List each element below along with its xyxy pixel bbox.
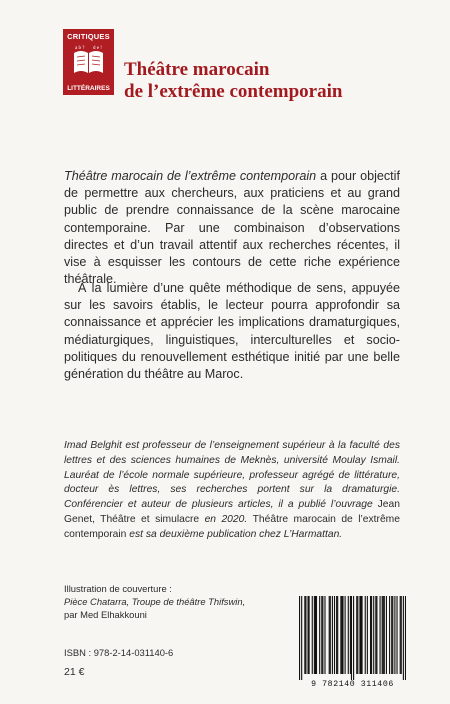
summary-text-2: À la lumière d’une quête méthodique de sens, appuyée sur les savoirs établis, le lecteur pourra approfondir sa connaissance et apprécier les implications dramaturgiques, médiaturgiques, linguistiques, interculturelles et socio-politiques du renouvellement esthétique initié par une belle génération du théâtre au Maroc. bbox=[64, 281, 400, 382]
price: 21 € bbox=[64, 666, 85, 678]
barcode-bar bbox=[365, 596, 366, 674]
barcode-bar bbox=[337, 596, 338, 674]
barcode-bar bbox=[345, 596, 346, 674]
bio-part-2: en 2020. bbox=[199, 513, 253, 525]
barcode-bar bbox=[403, 596, 404, 680]
barcode-bar bbox=[382, 596, 383, 674]
bio-work-2: Théâtre marocain de l’extrême contemporain bbox=[64, 513, 400, 540]
svg-text:d e !: d e ! bbox=[93, 46, 102, 51]
bio-part-3: est sa deuxième publication chez L’Harmattan. bbox=[126, 528, 343, 540]
barcode-bar bbox=[321, 596, 322, 674]
barcode-bar bbox=[329, 596, 330, 674]
barcode-bar bbox=[384, 596, 385, 674]
barcode-digits: 9 782140 311406 bbox=[311, 680, 394, 689]
barcode-bar bbox=[314, 596, 315, 674]
barcode-bar bbox=[367, 596, 368, 674]
barcode-bar bbox=[401, 596, 402, 674]
barcode-bar bbox=[330, 596, 331, 674]
credits-work: Pièce Chatarra, bbox=[64, 595, 130, 607]
summary-text-1: a pour objectif de permettre aux chercheurs, aux praticiens et au grand public de prendre connaissance de la scène marocaine contemporaine. Par une combinaison d’observations directes et d’un travail attentif aux recherches récentes, il vise à esquisser les contours de cette riche expérience théâtrale. bbox=[64, 169, 400, 287]
barcode-bar bbox=[383, 596, 384, 674]
summary-book-title: Théâtre marocain de l’extrême contemporain bbox=[64, 169, 317, 183]
barcode-bar bbox=[341, 596, 342, 674]
barcode-bar bbox=[336, 596, 337, 674]
barcode-bar bbox=[360, 596, 361, 674]
barcode-bar bbox=[405, 596, 406, 680]
credits-troupe: Troupe de théâtre Thifswin, bbox=[129, 595, 246, 607]
logo-bottom-text: LITTÉRAIRES bbox=[67, 85, 110, 92]
barcode-bar bbox=[370, 596, 371, 674]
barcode-bar bbox=[376, 596, 377, 674]
barcode bbox=[299, 596, 406, 691]
cover-credits bbox=[64, 583, 294, 621]
barcode-bar bbox=[392, 596, 393, 674]
barcode-bar bbox=[400, 596, 401, 674]
credits-author: par Med Elhakkouni bbox=[64, 608, 147, 620]
barcode-bar bbox=[305, 596, 306, 674]
barcode-bar bbox=[322, 596, 323, 674]
barcode-bar bbox=[389, 596, 390, 674]
barcode-bar bbox=[342, 596, 343, 674]
book-title bbox=[124, 59, 424, 103]
barcode-bar bbox=[359, 596, 360, 674]
barcode-bar bbox=[356, 596, 357, 674]
isbn: ISBN : 978-2-14-031140-6 bbox=[64, 647, 174, 658]
bio-part-1: Imad Belghit est professeur de l’enseignement supérieur à la faculté des lettres et des sciences humaines de Meknès, université Moulay Ismail. Lauréat de l’école normale supérieure, professeur agrégé de littérature, docteur ès lettres, ses recherches portent sur la dramaturgie. Conférencier et auteur de plusieurs articles, il a publié l’ouvrage bbox=[64, 440, 400, 511]
barcode-bar bbox=[375, 596, 376, 674]
barcode-bar bbox=[362, 596, 363, 674]
bio-work-1: Jean Genet, Théâtre et simulacre bbox=[64, 499, 400, 525]
barcode-bar bbox=[301, 596, 302, 680]
barcode-bar bbox=[351, 596, 352, 680]
barcode-bar bbox=[309, 596, 310, 674]
barcode-bar bbox=[350, 596, 351, 674]
barcode-bar bbox=[394, 596, 395, 674]
credits-label: Illustration de couverture : bbox=[64, 583, 172, 594]
barcode-bar bbox=[304, 596, 305, 674]
open-book-icon bbox=[71, 43, 106, 79]
barcode-bars bbox=[299, 596, 406, 680]
barcode-bar bbox=[373, 596, 374, 674]
barcode-bar bbox=[316, 596, 317, 674]
barcode-bar bbox=[332, 596, 333, 674]
barcode-bar bbox=[334, 596, 335, 674]
summary-paragraph-2 bbox=[64, 280, 400, 383]
barcode-bar bbox=[340, 596, 341, 674]
title-line-1: Théâtre marocain bbox=[124, 59, 270, 80]
summary-paragraph-1 bbox=[64, 168, 400, 288]
barcode-bar bbox=[386, 596, 387, 674]
barcode-bar bbox=[357, 596, 358, 674]
barcode-bar bbox=[315, 596, 316, 674]
title-line-2: de l’extrême contemporain bbox=[124, 81, 343, 102]
barcode-bar bbox=[348, 596, 349, 674]
barcode-bar bbox=[312, 596, 313, 674]
barcode-bar bbox=[391, 596, 392, 674]
svg-text:a b ?: a b ? bbox=[75, 46, 85, 51]
barcode-bar bbox=[396, 596, 397, 674]
collection-logo bbox=[63, 29, 114, 95]
barcode-bar bbox=[307, 596, 308, 674]
logo-top-text: CRITIQUES bbox=[67, 32, 110, 41]
barcode-bar bbox=[353, 596, 354, 680]
barcode-bar bbox=[371, 596, 372, 674]
author-bio bbox=[64, 439, 400, 543]
barcode-bar bbox=[380, 596, 381, 674]
barcode-bar bbox=[299, 596, 300, 680]
barcode-bar bbox=[319, 596, 320, 674]
barcode-bar bbox=[324, 596, 325, 674]
